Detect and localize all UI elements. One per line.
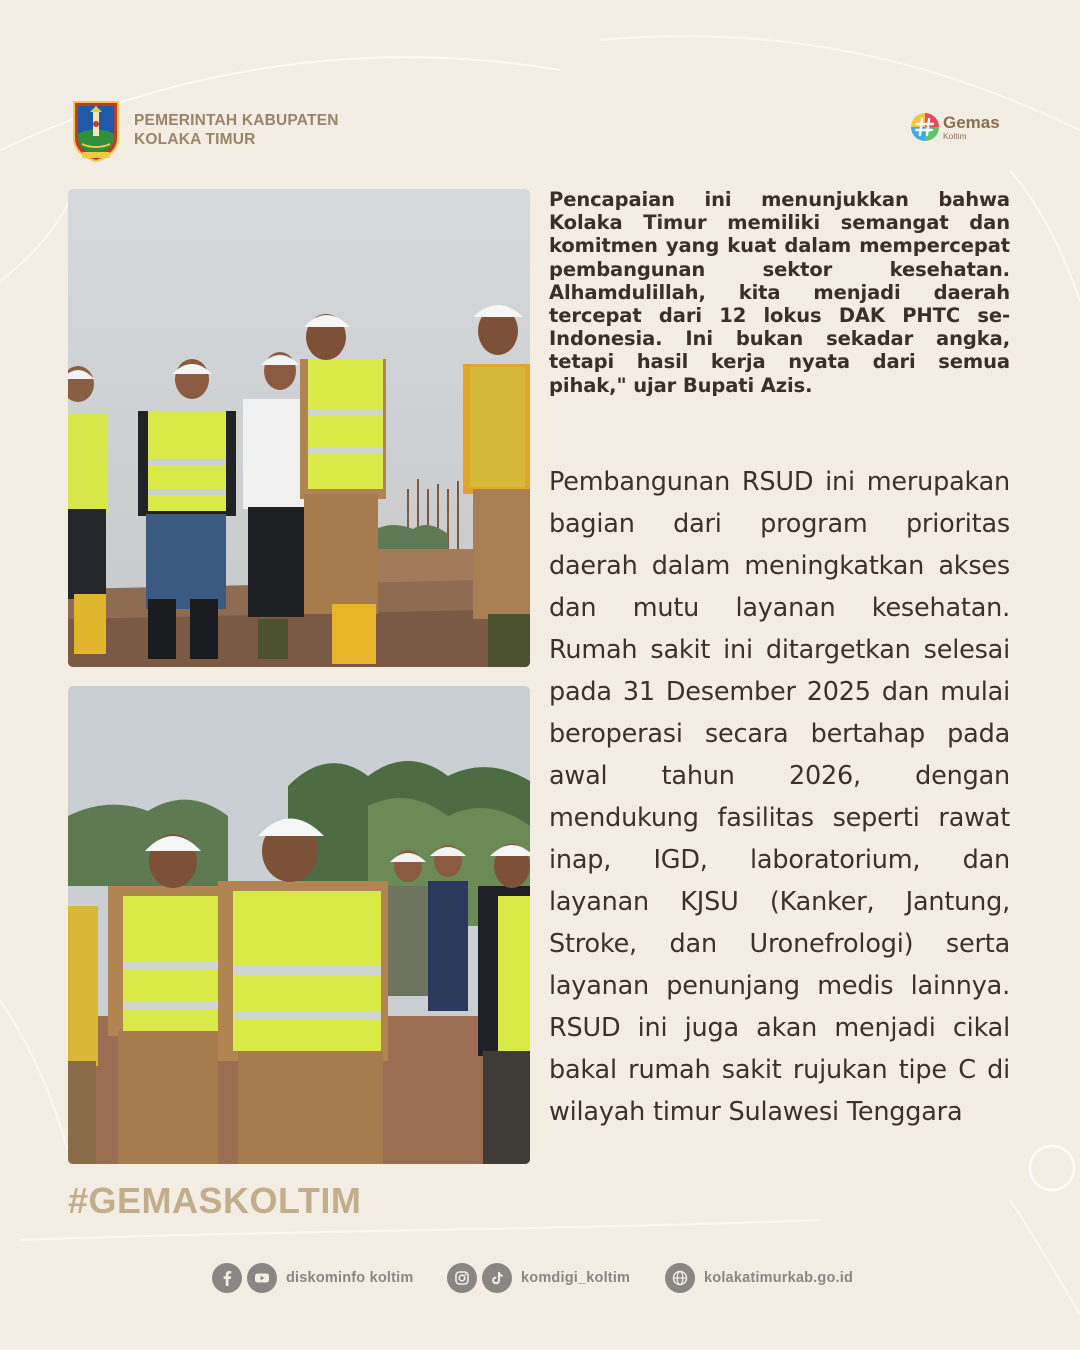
footer-socials: [0, 1262, 1080, 1294]
header-org: [68, 98, 339, 162]
gemas-hashtag-icon: [910, 112, 940, 142]
org-title-line1: PEMERINTAH KABUPATEN: [134, 112, 339, 129]
gemas-koltim-logo: [910, 112, 1000, 142]
quote-paragraph: Pencapaian ini menunjukkan bahwa Kolaka Timur memiliki semangat dan komitmen yang kuat dalam mempercepat pembangunan sektor kesehatan. Alhamdulillah, kita menjadi daerah tercepat dari 12 lokus DAK PHTC se-Indonesia. Ini bukan sekadar angka, tetapi hasil kerja nyata dari semua pihak," ujar Bupati Azis.: [549, 188, 1010, 397]
social-handle-1: diskominfo koltim: [286, 1270, 414, 1286]
footer-website[interactable]: [665, 1262, 853, 1294]
website-url: kolakatimurkab.go.id: [704, 1270, 854, 1286]
youtube-icon[interactable]: [247, 1263, 277, 1293]
brand-sub: Koltim: [943, 130, 967, 141]
social-handle-2: komdigi_koltim: [521, 1270, 631, 1286]
photo-officials-walking-site: [68, 686, 530, 1164]
kolaka-timur-crest-icon: [68, 98, 124, 162]
footer-social-komdigi[interactable]: [447, 1262, 630, 1294]
footer-social-diskominfo[interactable]: [212, 1262, 413, 1294]
body-paragraph: Pembangunan RSUD ini merupakan bagian dari program prioritas daerah dalam meningkatkan akses dan mutu layanan kesehatan. Rumah sakit ini ditargetkan selesai pada 31 Desember 2025 dan mulai beroperasi secara bertahap pada awal tahun 2026, dengan mendukung fasilitas seperti rawat inap, IGD, laboratorium, dan layanan KJSU (Kanker, Jantung, Stroke, dan Uronefrologi) serta layanan penunjang medis lainnya. RSUD ini juga akan menjadi cikal bakal rumah sakit rujukan tipe C di wilayah timur Sulawesi Tenggara: [549, 467, 1010, 1127]
org-title: [134, 111, 339, 149]
facebook-icon[interactable]: [212, 1263, 242, 1293]
tiktok-icon[interactable]: [482, 1263, 512, 1293]
globe-icon[interactable]: [665, 1263, 695, 1293]
hashtag-label: #GEMASKOLTIM: [68, 1180, 362, 1221]
photo-officials-construction-site: [68, 189, 530, 667]
brand-main: Gemas: [943, 112, 1000, 132]
org-title-line2: KOLAKA TIMUR: [134, 131, 256, 148]
instagram-icon[interactable]: [447, 1263, 477, 1293]
